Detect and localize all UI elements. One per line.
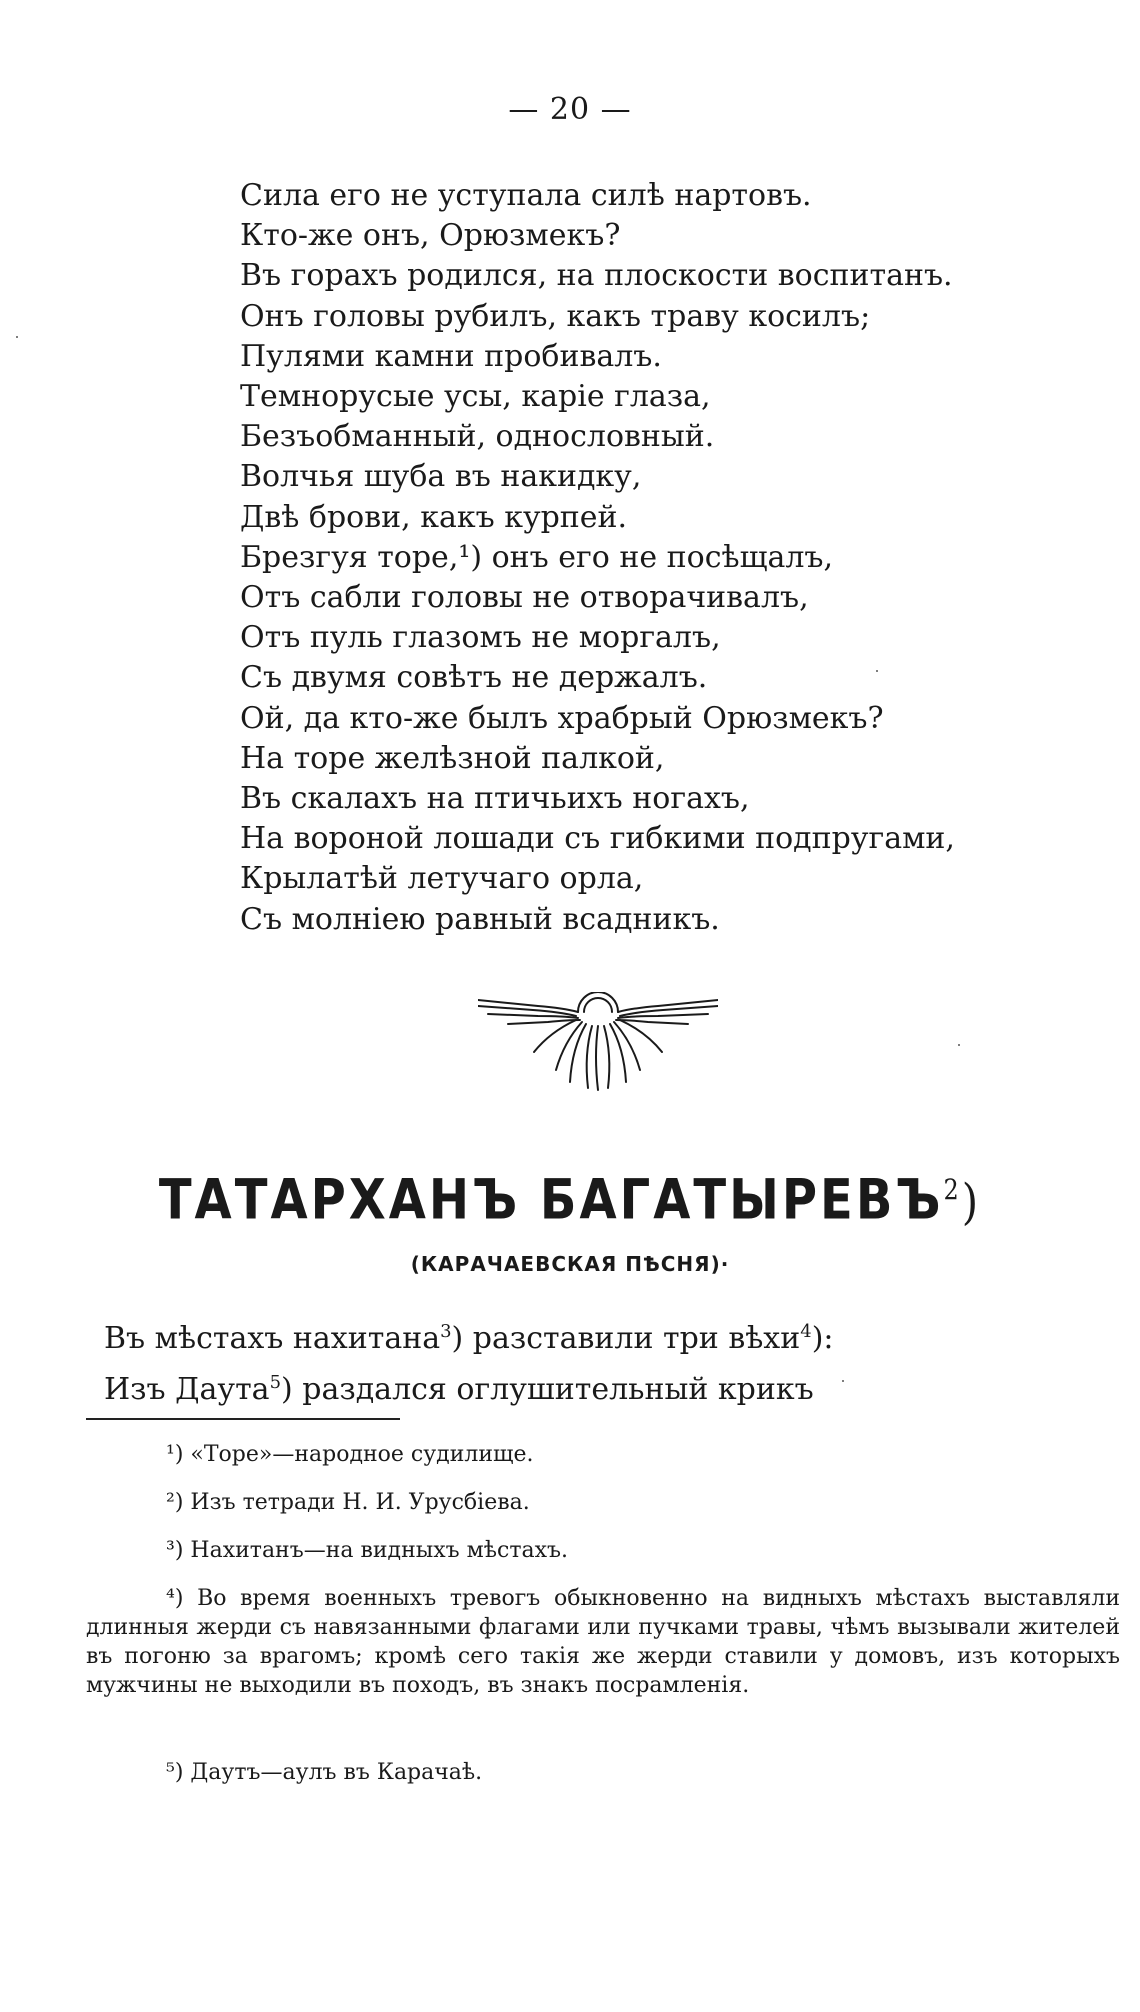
footnote-1: ¹) «Торе»—народное судилище. — [166, 1442, 534, 1467]
verse-line: Отъ сабли головы не отворачивалъ, — [240, 580, 809, 616]
footnote-4: ⁴) Во время военныхъ тревогъ обыкновенно на видныхъ мѣстахъ выставляли длинныя жерди съ навязанными флагами или пучками травы, чѣмъ вызывали жителей въ погоню за врагомъ; кромѣ сего такiя же жерди ставили у домовъ, изъ которыхъ мужчины не выходили въ походъ, въ знакъ посрамленiя. — [86, 1586, 1120, 1698]
footnote-3: ³) Нахитанъ—на видныхъ мѣстахъ. — [166, 1538, 569, 1563]
verse-line: На торе желѣзной палкой, — [240, 740, 665, 776]
verse-line: Съ двумя совѣтъ не держалъ. — [240, 660, 708, 696]
footnote-ref: 4 — [800, 1321, 812, 1342]
song-line: Въ мѣстахъ нахитана$^3$) разставили три вѣхи$^4$): — [104, 1321, 834, 1356]
footnote-ref: 5 — [269, 1372, 282, 1393]
verse-line: Сила его не уступала силѣ нартовъ. — [240, 178, 812, 213]
song-title: ТАТАРХАНЪ БАГАТЫРЕВЪ$^2$) — [158, 1167, 982, 1233]
verse-line: На вороной лошади съ гибкими подпругами, — [240, 821, 955, 857]
verse-line: Безъобманный, однословный. — [240, 419, 715, 455]
footnote-2: ²) Изъ тетради Н. И. Урусбiева. — [166, 1490, 530, 1515]
verse-line: Брезгуя торе,¹) онъ его не посѣщалъ, — [240, 539, 834, 575]
song-title-text: ТАТАРХАНЪ БАГАТЫРЕВЪ — [158, 1167, 944, 1233]
footnote-ref: 3 — [440, 1321, 452, 1342]
verse-line: Двѣ брови, какъ курпей. — [240, 499, 628, 535]
paper-speck — [958, 1044, 960, 1046]
footnote-5: ⁵) Даутъ—аулъ въ Карачаѣ. — [166, 1760, 483, 1785]
verse-line: Отъ пуль глазомъ не моргалъ, — [240, 620, 721, 656]
paper-speck — [16, 336, 18, 338]
verse-line: Кто-же онъ, Орюзмекъ? — [240, 218, 621, 254]
verse-line: Въ скалахъ на птичьихъ ногахъ, — [240, 781, 750, 817]
verse-line: Въ горахъ родился, на плоскости воспитанъ. — [240, 258, 953, 294]
verse-line: Крылатѣй летучаго орла, — [240, 861, 644, 897]
paper-speck — [876, 670, 878, 672]
verse-line: Пулями камни пробивалъ. — [240, 338, 662, 374]
verse-line: Съ молнiею равный всадникъ. — [240, 901, 720, 937]
footnote-divider — [86, 1418, 400, 1420]
verse-line: Волчья шуба въ накидку, — [240, 459, 642, 495]
paper-speck — [842, 1380, 844, 1382]
song-line: Изъ Даута$^5$) раздался оглушительный крикъ — [104, 1372, 814, 1407]
verse-line: Ой, да кто-же былъ храбрый Орюзмекъ? — [240, 700, 884, 736]
verse-line: Онъ головы рубилъ, какъ траву косилъ; — [240, 298, 871, 334]
verse-line: Темнорусые усы, карiе глаза, — [240, 379, 711, 415]
song-title-footnote-mark: 2 — [943, 1173, 962, 1206]
verse-top — [240, 176, 955, 940]
song-subtitle: (КАРАЧАЕВСКАЯ ПѢСНЯ)· — [410, 1252, 730, 1276]
page-number: — 20 — — [508, 92, 632, 127]
song-verse — [104, 1310, 834, 1412]
sun-ornament-icon — [478, 992, 718, 1092]
